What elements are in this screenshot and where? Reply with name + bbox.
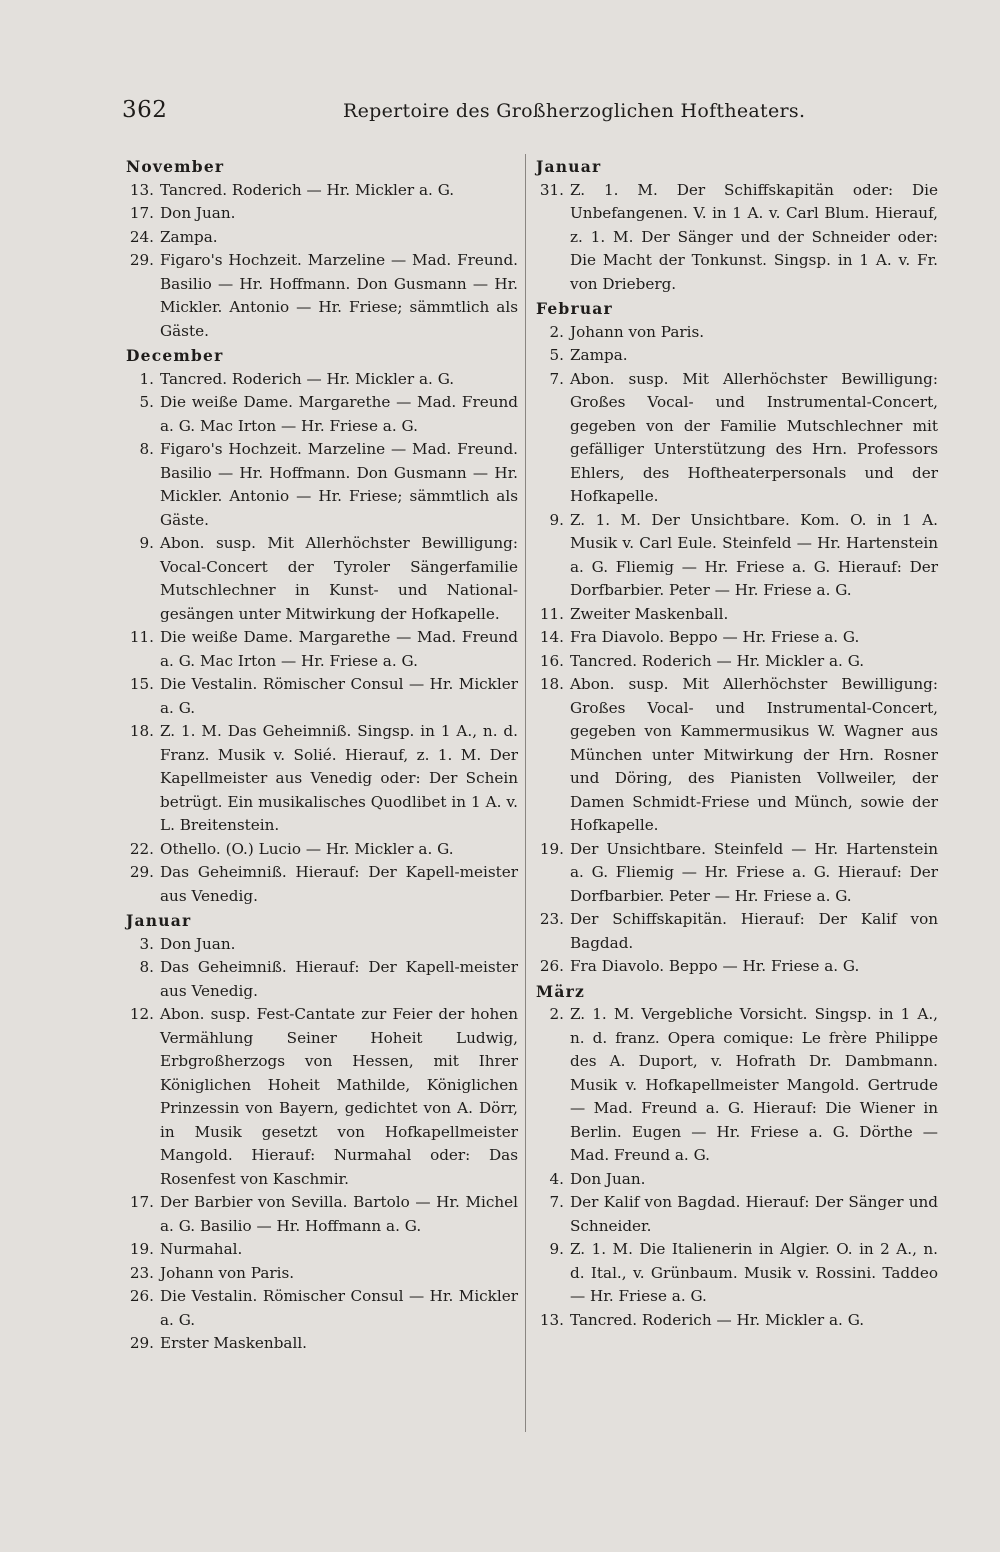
entry-text: Nurmahal. — [160, 1240, 243, 1258]
entry-day: 13. — [539, 1310, 564, 1329]
entry-text: Z. 1. M. Der Schiffskapitän oder: Die Unbefangenen. V. in 1 A. v. Carl Blum. Hierauf, z. 1. M. Der Sänger und der Schneider oder: Die Macht der Tonkunst. Singsp. in 1 A. v. Fr. von Drieberg. — [570, 180, 938, 293]
entry-text: Erster Maskenball. — [160, 1334, 308, 1352]
running-title: Repertoire des Großherzoglichen Hoftheaters. — [343, 100, 806, 122]
repertoire-entry — [126, 249, 518, 343]
repertoire-entry — [536, 603, 938, 627]
entry-text: Z. 1. M. Der Unsichtbare. Kom. O. in 1 A. Musik v. Carl Eule. Steinfeld — Hr. Hartenstein a. G. Fliemig — Hr. Friese a. G. Hierauf: Der Dorfbarbier. Peter — Hr. Friese a. G. — [570, 510, 938, 599]
entry-day: 19. — [539, 839, 564, 858]
month-heading: November — [126, 157, 225, 176]
entry-text: Fra Diavolo. Beppo — Hr. Friese a. G. — [570, 957, 860, 975]
entry-day: 18. — [129, 722, 154, 740]
repertoire-entry — [126, 933, 518, 957]
entry-day: 19. — [129, 1240, 154, 1258]
entry-day: 29. — [129, 251, 154, 269]
entry-text: Zampa. — [160, 227, 218, 246]
entry-text: Zampa. — [570, 346, 628, 364]
entry-day: 26. — [539, 957, 564, 975]
entry-day: 17. — [129, 1193, 154, 1211]
repertoire-entry — [126, 202, 518, 226]
entry-text: Johann von Paris. — [160, 1263, 295, 1282]
repertoire-entry — [126, 673, 518, 720]
entry-text: Das Geheimniß. Hierauf: Der Kapell-meister aus Venedig. — [160, 863, 518, 905]
entry-day: 18. — [539, 675, 564, 693]
repertoire-entry — [536, 1168, 938, 1192]
column-divider — [525, 154, 526, 1432]
entry-text: Zweiter Maskenball. — [570, 604, 729, 623]
repertoire-entry — [126, 179, 518, 203]
repertoire-entry — [126, 838, 518, 862]
entry-day: 23. — [129, 1263, 154, 1282]
entry-day: 7. — [549, 1193, 564, 1211]
repertoire-entry — [126, 1285, 518, 1332]
entry-day: 8. — [139, 440, 154, 458]
entry-day: 26. — [129, 1287, 154, 1305]
entry-day: 29. — [129, 863, 154, 881]
entry-day: 31. — [539, 180, 564, 199]
entry-day: 15. — [129, 675, 154, 693]
month-heading: December — [126, 346, 224, 365]
entry-text: Johann von Paris. — [570, 322, 705, 341]
month-heading: Januar — [536, 157, 602, 176]
entry-text: Die weiße Dame. Margarethe — Mad. Freund a. G. Mac Irton — Hr. Friese a. G. — [160, 628, 518, 670]
entry-text: Abon. susp. Mit Allerhöchster Bewilligung: Großes Vocal- und Instrumental-Concert, gegeben von Kammermusikus W. Wagner aus München unter Mitwirkung der Hrn. Rosner und Döring, des Pianisten Vollweiler, der Damen Schmidt-Friese und Münch, sowie der Hofkapelle. — [570, 675, 938, 834]
entry-day: 9. — [549, 510, 564, 529]
entry-day: 9. — [139, 534, 154, 552]
entry-day: 2. — [549, 322, 564, 341]
repertoire-entry — [126, 1238, 518, 1262]
entry-day: 12. — [129, 1005, 154, 1023]
entry-text: Figaro's Hochzeit. Marzeline — Mad. Freund. Basilio — Hr. Hoffmann. Don Gusmann — Hr. Mickler. Antonio — Hr. Friese; sämmtlich als Gäste. — [160, 251, 518, 340]
entry-text: Der Schiffskapitän. Hierauf: Der Kalif von Bagdad. — [570, 910, 938, 952]
entry-day: 23. — [539, 910, 564, 928]
entry-text: Der Kalif von Bagdad. Hierauf: Der Sänger und Schneider. — [570, 1193, 938, 1235]
entry-day: 5. — [549, 346, 564, 364]
entry-day: 1. — [139, 369, 154, 388]
repertoire-entry — [126, 368, 518, 392]
entry-text: Z. 1. M. Die Italienerin in Algier. O. in 2 A., n. d. Ital., v. Grünbaum. Musik v. Rossini. Taddeo — Hr. Friese a. G. — [570, 1240, 938, 1305]
entry-text: Der Unsichtbare. Steinfeld — Hr. Hartenstein a. G. Fliemig — Hr. Friese a. G. Hierauf: Der Dorfbarbier. Peter — Hr. Friese a. G. — [570, 839, 938, 905]
repertoire-entry — [536, 509, 938, 603]
repertoire-entry — [536, 1309, 938, 1333]
entry-text: Don Juan. — [160, 204, 236, 222]
repertoire-entry — [536, 955, 938, 979]
repertoire-entry — [126, 532, 518, 626]
entry-day: 14. — [539, 628, 564, 646]
repertoire-entry — [126, 861, 518, 908]
entry-day: 4. — [549, 1169, 564, 1188]
entry-text: Abon. susp. Mit Allerhöchster Bewilligung: Vocal-Concert der Tyroler Sängerfamilie Mutschlechner in Kunst- und National-gesängen unter Mitwirkung der Hofkapelle. — [160, 534, 518, 623]
repertoire-entry — [126, 226, 518, 250]
entry-text: Abon. susp. Fest-Cantate zur Feier der hohen Vermählung Seiner Hoheit Ludwig, Erbgroßherzogs von Hessen, mit Ihrer Königlichen Hoheit Mathilde, Königlichen Prinzessin von Bayern, gedichtet von A. Dörr, in Musik gesetzt von Hofkapellmeister Mangold. Hierauf: Nurmahal oder: Das Rosenfest von Kaschmir. — [160, 1005, 518, 1188]
repertoire-entry — [126, 391, 518, 438]
repertoire-entry — [536, 838, 938, 909]
repertoire-entry — [536, 179, 938, 297]
entry-text: Figaro's Hochzeit. Marzeline — Mad. Freund. Basilio — Hr. Hoffmann. Don Gusmann — Hr. Mickler. Antonio — Hr. Friese; sämmtlich als Gäste. — [160, 440, 518, 529]
repertoire-entry — [536, 344, 938, 368]
repertoire-entry — [536, 1003, 938, 1168]
repertoire-entry — [126, 1191, 518, 1238]
entry-day: 9. — [549, 1240, 564, 1258]
entry-day: 3. — [139, 934, 154, 953]
repertoire-entry — [536, 626, 938, 650]
repertoire-entry — [536, 650, 938, 674]
entry-text: Die Vestalin. Römischer Consul — Hr. Mickler a. G. — [160, 1287, 518, 1329]
entry-text: Abon. susp. Mit Allerhöchster Bewilligung: Großes Vocal- und Instrumental-Concert, gegeben von der Familie Mutschlechner mit gefälliger Unterstützung des Hrn. Professors Ehlers, des Hoftheaterpersonals und der Hofkapelle. — [570, 369, 938, 505]
repertoire-entry — [126, 1003, 518, 1191]
entry-day: 13. — [129, 180, 154, 199]
entry-text: Tancred. Roderich — Hr. Mickler a. G. — [570, 1310, 865, 1329]
entry-day: 8. — [139, 958, 154, 976]
entry-day: 16. — [539, 651, 564, 670]
month-heading: Januar — [126, 911, 192, 930]
entry-day: 29. — [129, 1334, 154, 1352]
entry-text: Z. 1. M. Das Geheimniß. Singsp. in 1 A., n. d. Franz. Musik v. Solié. Hierauf, z. 1. M. Der Kapellmeister aus Venedig oder: Der Schein betrügt. Ein musikalisches Quodlibet in 1 A. v. L. Breitenstein. — [160, 722, 518, 834]
entry-day: 2. — [549, 1005, 564, 1023]
repertoire-entry — [536, 673, 938, 838]
repertoire-entry — [126, 438, 518, 532]
entry-text: Die weiße Dame. Margarethe — Mad. Freund a. G. Mac Irton — Hr. Friese a. G. — [160, 393, 518, 435]
repertoire-entry — [126, 1332, 518, 1356]
entry-day: 17. — [129, 204, 154, 222]
entry-day: 11. — [539, 604, 564, 623]
repertoire-entry — [126, 626, 518, 673]
entry-day: 11. — [129, 628, 154, 646]
entry-text: Der Barbier von Sevilla. Bartolo — Hr. Michel a. G. Basilio — Hr. Hoffmann a. G. — [160, 1193, 518, 1235]
entry-text: Tancred. Roderich — Hr. Mickler a. G. — [570, 651, 865, 670]
month-heading: März — [536, 981, 585, 1001]
right-column — [536, 154, 938, 1332]
entry-text: Fra Diavolo. Beppo — Hr. Friese a. G. — [570, 628, 860, 646]
repertoire-entry — [536, 1238, 938, 1309]
repertoire-entry — [536, 908, 938, 955]
entry-day: 5. — [139, 393, 154, 411]
repertoire-entry — [536, 1191, 938, 1238]
repertoire-entry — [536, 368, 938, 509]
repertoire-entry — [126, 720, 518, 838]
entry-day: 7. — [549, 369, 564, 388]
entry-text: Z. 1. M. Vergebliche Vorsicht. Singsp. in 1 A., n. d. franz. Opera comique: Le frère Philippe des A. Duport, v. Hofrath Dr. Dambmann. Musik v. Hofkapellmeister Mangold. Gertrude — Mad. Freund a. G. Hierauf: Die Wiener in Berlin. Eugen — Hr. Friese a. G. Dörthe — Mad. Freund a. G. — [570, 1005, 938, 1164]
page-number: 362 — [122, 97, 168, 123]
entry-text: Don Juan. — [570, 1169, 646, 1188]
entry-text: Die Vestalin. Römischer Consul — Hr. Mickler a. G. — [160, 675, 518, 717]
entry-text: Tancred. Roderich — Hr. Mickler a. G. — [160, 180, 455, 199]
month-heading: Februar — [536, 299, 613, 318]
repertoire-entry — [126, 956, 518, 1003]
repertoire-entry — [126, 1262, 518, 1286]
repertoire-entry — [536, 321, 938, 345]
entry-day: 22. — [129, 839, 154, 858]
entry-day: 24. — [129, 227, 154, 246]
entry-text: Tancred. Roderich — Hr. Mickler a. G. — [160, 369, 455, 388]
entry-text: Don Juan. — [160, 934, 236, 953]
left-column — [126, 154, 518, 1356]
entry-text: Das Geheimniß. Hierauf: Der Kapell-meister aus Venedig. — [160, 958, 518, 1000]
entry-text: Othello. (O.) Lucio — Hr. Mickler a. G. — [160, 839, 454, 858]
